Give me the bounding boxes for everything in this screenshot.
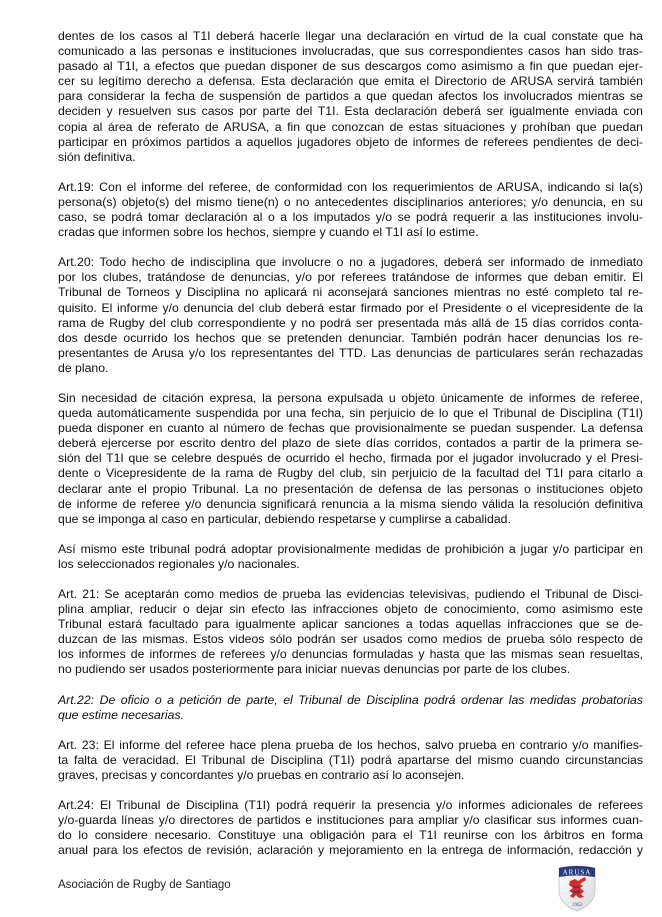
paragraph: [58, 29, 643, 165]
text-line: deciden y resuelven sus casos por parte del T1I. Esta declaración deberá ser igualmente enviada con: [58, 104, 643, 119]
text-line: ta falta de veracidad. El Tribunal de Disciplina (T1I) podrá apartarse del mismo cuando circunstancias: [58, 752, 643, 767]
text-line: Art. 23: El informe del referee hace plena prueba de los hechos, salvo prueba en contrario y/o manifies-: [58, 737, 643, 752]
text-line: declarar ante el propio Tribunal. La no presentación de defensa de las personas o instituciones objeto: [58, 481, 643, 496]
text-line: Tribunal estará facultado para igualmente aplicar sanciones a todas aquellas infracciones que se de-: [58, 617, 643, 632]
text-line: queda automáticamente suspendida por una fecha, sin perjuicio de lo que el Tribunal de Disciplina (T1I): [58, 406, 643, 421]
text-line: participar en próximos partidos a aquellos jugadores objeto de informes de referees pendientes de deci-: [58, 134, 643, 149]
document-body: [58, 29, 643, 858]
text-line: sión del T1I que se celebre después de ocurrido el hecho, firmada por el jugador involucrado y el Presi-: [58, 451, 643, 466]
text-line: cradas que informen sobre los hechos, siempre y cuando el T1I así lo estime.: [58, 225, 479, 240]
text-line: copia al área de referato de ARUSA, a fin que conozcan de estas situaciones y prohíban que puedan: [58, 119, 643, 134]
text-line: persona(s) objeto(s) del mismo tiene(n) o no antecedentes disciplinarios anteriores; y/o denuncia, en su: [58, 194, 643, 209]
text-line: Art.20: Todo hecho de indisciplina que involucre o no a jugadores, deberá ser informado de inmediato: [58, 255, 643, 270]
text-line: Art.19: Con el informe del referee, de conformidad con los requerimientos de ARUSA, indicando si la(s): [58, 179, 643, 194]
text-line: duzcan de las mismas. Estos videos sólo podrán ser usados como medios de prueba sólo respecto de: [58, 632, 643, 647]
text-line: Así mismo este tribunal podrá adoptar provisionalmente medidas de prohibición a jugar y/o participar en: [58, 541, 643, 556]
text-line: anual para los efectos de revisión, aclaración y mejoramiento en la entrega de información, redacción y: [58, 843, 643, 858]
text-line: cer su legítimo derecho a defensa. Esta declaración que emita el Directorio de ARUSA servirá también: [58, 74, 643, 89]
paragraph: [58, 180, 643, 240]
paragraph: [58, 798, 643, 858]
text-line: de plano.: [58, 360, 109, 375]
text-line: Art.22: De oficio o a petición de parte, el Tribunal de Disciplina podrá ordenar las medidas probatorias: [58, 692, 643, 707]
paragraph: [58, 693, 643, 723]
arusa-logo: [556, 864, 598, 912]
logo-year-text: 1963: [572, 903, 582, 908]
text-line: por los clubes, tratándose de denuncias, y/o por referees tratándose de informes que deban emitir. El: [58, 270, 643, 285]
text-line: que estime necesarias.: [58, 707, 184, 722]
text-line: los seleccionados regionales y/o nacionales.: [58, 556, 300, 571]
text-line: los informes de informes de referees y/o denuncias formuladas y hasta que las mismas sean resueltas,: [58, 647, 643, 662]
text-line: sión definitiva.: [58, 149, 136, 164]
text-line: dos desde ocurrido los hechos que se pretenden denunciar. También podrán hacer denuncias los re-: [58, 330, 643, 345]
text-line: do lo considere necesario. Constituye una obligación para el T1I reunirse con los árbitros en forma: [58, 828, 643, 843]
text-line: dentes de los casos al T1I deberá hacerle llegar una declaración en virtud de la cual constate que ha: [58, 29, 643, 43]
paragraph: [58, 542, 643, 572]
text-line: quisito. El informe y/o denuncia del club deberá estar firmado por el Presidente o el vicepresidente de la: [58, 300, 643, 315]
text-line: Art.24: El Tribunal de Disciplina (T1I) podrá requerir la presencia y/o informes adicionales de referees: [58, 798, 643, 813]
text-line: dente o Vicepresidente de la rama de Rugby del club, sin perjuicio de la facultad del T1I para citarlo a: [58, 466, 643, 481]
text-line: graves, precisas y concordantes y/o pruebas en contrario así lo aconsejen.: [58, 767, 465, 782]
text-line: Sin necesidad de citación expresa, la persona expulsada u objeto únicamente de informes de referee,: [58, 390, 643, 405]
text-line: plina ampliar, reducir o dejar sin efecto las infracciones objeto de conocimiento, como asimismo este: [58, 602, 643, 617]
text-line: y/o-guarda líneas y/o directores de partidos e instituciones para ampliar y/o clasificar sus informes cuan-: [58, 813, 643, 828]
text-line: pasado al T1I, a efectos que puedan disponer de sus descargos como asimismo a fin que puedan ejer-: [58, 59, 643, 74]
text-line: rama de Rugby del club correspondiente y no podrá ser presentada más allá de 15 días corridos conta-: [58, 315, 643, 330]
text-line: deberá ejercerse por escrito dentro del plazo de siete días corridos, contados a partir de la primera se-: [58, 436, 643, 451]
text-line: Art. 21: Se aceptarán como medios de prueba las evidencias televisivas, pudiendo el Tribunal de Disci-: [58, 587, 643, 601]
paragraph: [58, 255, 643, 376]
paragraph: [58, 391, 643, 527]
text-line: comunicado a las personas e instituciones involucradas, que sus correspondientes casos han sido tras-: [58, 44, 643, 59]
text-line: de informe de referee y/o denuncia significará renuncia a la misma siendo válida la resolución definitiva: [58, 496, 643, 511]
text-line: Tribunal de Torneos y Disciplina no aplicará ni aconsejará sanciones mientras no esté completo tal re-: [58, 285, 643, 300]
footer-organization-name: Asociación de Rugby de Santiago: [58, 879, 231, 891]
text-line: caso, se podrá tomar declaración al o a los imputados y/o se podrá requerir a las instituciones involu-: [58, 210, 643, 225]
text-line: para considerar la fecha de suspensión de partidos a que quedan afectos los involucrados mientras se: [58, 89, 643, 104]
text-line: pueda disponer en cuanto al número de fechas que provisionalmente se puedan suspender. La defensa: [58, 421, 643, 436]
text-line: presentantes de Arusa y/o los representantes del TTD. Las denuncias de particulares serán rechazadas: [58, 345, 643, 360]
text-line: no pudiendo ser usados posteriormente para iniciar nuevas denuncias por parte de los clubes.: [58, 662, 571, 677]
arusa-shield-icon: [556, 864, 598, 912]
logo-banner-text: ARUSA: [562, 868, 592, 877]
text-line: que se imponga al caso en particular, debiendo respetarse y cumplirse a cabalidad.: [58, 511, 511, 526]
paragraph: [58, 587, 643, 678]
paragraph: [58, 738, 643, 783]
